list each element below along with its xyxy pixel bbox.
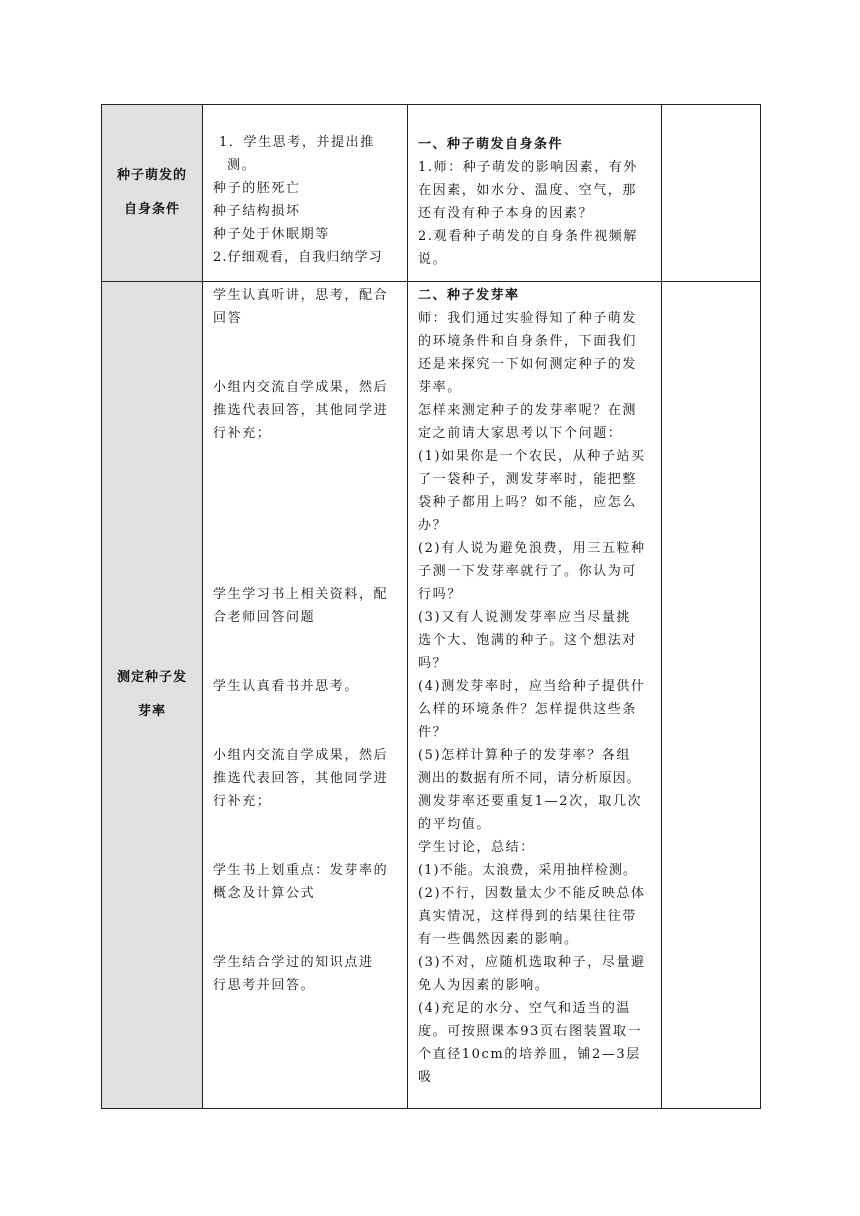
teacher-line: 袋种子都用上吗？如不能，应怎么	[418, 495, 638, 510]
teacher-line: 办？	[418, 518, 448, 533]
teacher-line: 怎样来测定种子的发芽率呢？在测	[418, 403, 638, 418]
teacher-line: 件？	[418, 725, 448, 740]
table-row	[102, 105, 761, 282]
activity-line: 种子的胚死亡	[213, 181, 301, 196]
teacher-line: 学生讨论，总结：	[418, 840, 535, 855]
teacher-line: (4)测发芽率时，应当给种子提供什	[418, 679, 646, 694]
activity-line: 行思考并回答。	[213, 978, 316, 993]
student-activity-cell	[203, 105, 408, 282]
activity-line: 学生书上划重点：发芽率的	[213, 863, 389, 878]
teacher-line: 度。可按照课本93页右图装置取一	[418, 1024, 643, 1039]
teacher-line: 2.观看种子萌发的自身条件视频解	[418, 229, 639, 244]
teacher-line: 定之前请大家思考以下个问题：	[418, 426, 623, 441]
activity-line: 学生学习书上相关资料，配	[213, 587, 389, 602]
teacher-line: 么样的环境条件？怎样提供这些条	[418, 702, 638, 717]
teacher-line: 说。	[418, 252, 448, 267]
teacher-line: 有一些偶然因素的影响。	[418, 932, 579, 947]
teacher-line: 还是来探究一下如何测定种子的发	[418, 357, 638, 372]
activity-line: 种子结构损坏	[213, 204, 301, 219]
table-row	[102, 282, 761, 1109]
activity-block	[213, 859, 397, 905]
teacher-line: 1.师：种子萌发的影响因素，有外	[418, 160, 639, 175]
activity-line: 推选代表回答，其他同学进	[213, 403, 389, 418]
stage-label-line: 测定种子发	[116, 670, 187, 685]
activity-line: 学生结合学过的知识点进	[213, 955, 374, 970]
stage-label-line: 自身条件	[123, 202, 180, 217]
teacher-line: 了一袋种子，测发芽率时，能把整	[418, 472, 638, 487]
activity-block	[213, 744, 397, 813]
teacher-line: 的环境条件和自身条件，下面我们	[418, 334, 638, 349]
lesson-plan-table	[101, 104, 761, 1109]
activity-block	[213, 376, 397, 445]
stage-cell	[102, 282, 203, 1109]
activity-line: 概念及计算公式	[213, 886, 316, 901]
teacher-line: 选个大、饱满的种子。这个想法对	[418, 633, 638, 648]
teacher-line: 测出的数据有所不同，请分析原因。	[418, 771, 641, 786]
notes-cell	[662, 105, 761, 282]
activity-line: 1．学生思考，并提出推	[219, 135, 375, 150]
activity-block	[213, 951, 397, 997]
stage-label-line: 种子萌发的	[116, 168, 187, 183]
teacher-line: 在因素，如水分、温度、空气，那	[418, 183, 638, 198]
teacher-line: 吗？	[418, 656, 448, 671]
stage-label-line: 芽率	[137, 704, 166, 719]
activity-line: 回答	[213, 311, 243, 326]
activity-line: 小组内交流自学成果，然后	[213, 748, 389, 763]
teacher-activity-cell	[408, 282, 662, 1109]
teacher-line: (1)如果你是一个农民，从种子站买	[418, 449, 646, 464]
teacher-line: 子测一下发芽率就行了。你认为可	[418, 564, 638, 579]
teacher-line: 芽率。	[418, 380, 462, 395]
student-activity-cell	[203, 282, 408, 1109]
activity-block	[213, 284, 397, 330]
teacher-line: (3)又有人说测发芽率应当尽量挑	[418, 610, 632, 625]
teacher-line: (3)不对，应随机选取种子，尽量避	[418, 955, 646, 970]
activity-line: 学生认真听讲，思考，配合	[213, 288, 389, 303]
activity-line: 合老师回答问题	[213, 610, 316, 625]
activity-line: 学生认真看书并思考。	[213, 679, 360, 694]
activity-line: 行补充；	[213, 794, 272, 809]
teacher-line: 测发芽率还要重复1—2次，取几次	[418, 794, 643, 809]
section-title: 二、种子发芽率	[418, 288, 520, 303]
activity-line: 推选代表回答，其他同学进	[213, 771, 389, 786]
teacher-line: 免人为因素的影响。	[418, 978, 550, 993]
teacher-line: (4)充足的水分、空气和适当的温	[418, 1001, 632, 1016]
activity-block	[213, 583, 397, 629]
notes-cell	[662, 282, 761, 1109]
teacher-line: 师：我们通过实验得知了种子萌发	[418, 311, 638, 326]
activity-line: 2.仔细观看，自我归纳学习	[213, 250, 383, 265]
teacher-activity-cell	[408, 105, 662, 282]
activity-block	[213, 675, 397, 698]
teacher-line: 个直径10cm的培养皿，铺2—3层吸	[418, 1047, 641, 1085]
teacher-line: (2)有人说为避免浪费，用三五粒种	[418, 541, 646, 556]
activity-line: 行补充；	[213, 426, 272, 441]
teacher-line: (1)不能。太浪费，采用抽样检测。	[418, 863, 638, 878]
activity-line: 测。	[227, 158, 257, 173]
activity-line: 小组内交流自学成果，然后	[213, 380, 389, 395]
stage-cell	[102, 105, 203, 282]
teacher-line: 还有没有种子本身的因素？	[418, 206, 594, 221]
section-title: 一、种子萌发自身条件	[418, 137, 564, 152]
teacher-line: (5)怎样计算种子的发芽率？各组	[418, 748, 632, 763]
teacher-line: 的平均值。	[418, 817, 492, 832]
teacher-line: (2)不行，因数量太少不能反映总体	[418, 886, 646, 901]
teacher-line: 真实情况，这样得到的结果往往带	[418, 909, 638, 924]
activity-line: 种子处于休眠期等	[213, 227, 330, 242]
teacher-line: 行吗？	[418, 587, 462, 602]
